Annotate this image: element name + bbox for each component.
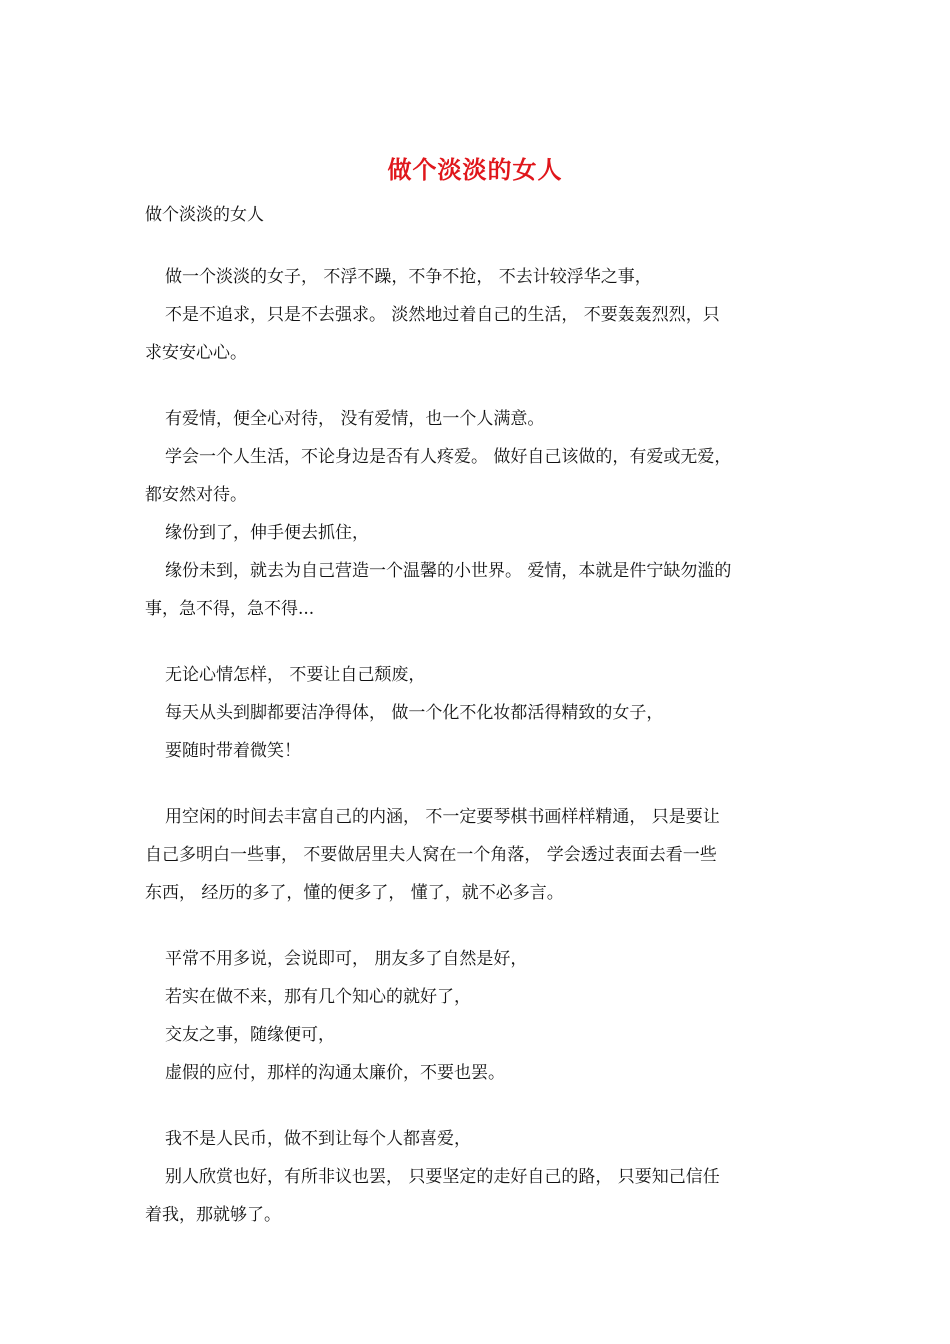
paragraph xyxy=(145,798,810,912)
text-line: 东西， 经历的多了，懂的便多了， 懂了，就不必多言。 xyxy=(145,883,564,903)
paragraph xyxy=(145,258,810,372)
text-line: 不是不追求，只是不去强求。 淡然地过着自己的生活， 不要轰轰烈烈，只 xyxy=(165,305,720,325)
document-title: 做个淡淡的女人 xyxy=(387,155,563,184)
text-line: 每天从头到脚都要洁净得体， 做一个化不化妆都活得精致的女子， xyxy=(165,703,664,723)
document-subtitle: 做个淡淡的女人 xyxy=(145,205,264,225)
text-line: 自己多明白一些事， 不要做居里夫人窝在一个角落， 学会透过表面去看一些 xyxy=(145,845,717,865)
text-line: 做一个淡淡的女子， 不浮不躁，不争不抢， 不去计较浮华之事， xyxy=(165,267,652,287)
text-line: 无论心情怎样， 不要让自己颓废， xyxy=(165,665,426,685)
paragraph xyxy=(145,940,810,1092)
text-line: 事，急不得，急不得... xyxy=(145,599,315,619)
text-line: 虚假的应付，那样的沟通太廉价，不要也罢。 xyxy=(165,1063,505,1083)
paragraph xyxy=(145,656,810,770)
text-line: 若实在做不来，那有几个知心的就好了， xyxy=(165,987,471,1007)
text-line: 有爱情，便全心对待， 没有爱情，也一个人满意。 xyxy=(165,409,545,429)
text-line: 着我，那就够了。 xyxy=(145,1205,281,1225)
text-line: 别人欣赏也好，有所非议也罢， 只要坚定的走好自己的路， 只要知己信任 xyxy=(165,1167,720,1187)
text-line: 要随时带着微笑！ xyxy=(165,741,301,761)
text-line: 学会一个人生活，不论身边是否有人疼爱。 做好自己该做的，有爱或无爱， xyxy=(165,447,732,467)
text-line: 我不是人民币，做不到让每个人都喜爱， xyxy=(165,1129,471,1149)
text-line: 缘份到了，伸手便去抓住， xyxy=(165,523,369,543)
paragraph xyxy=(145,400,810,628)
text-line: 缘份未到，就去为自己营造一个温馨的小世界。 爱情，本就是件宁缺勿滥的 xyxy=(165,561,732,581)
text-line: 交友之事，随缘便可， xyxy=(165,1025,335,1045)
paragraph xyxy=(145,1120,810,1234)
text-line: 都安然对待。 xyxy=(145,485,247,505)
text-line: 平常不用多说，会说即可， 朋友多了自然是好， xyxy=(165,949,528,969)
document-body xyxy=(145,258,810,1234)
text-line: 求安安心心。 xyxy=(145,343,247,363)
text-line: 用空闲的时间去丰富自己的内涵， 不一定要琴棋书画样样精通， 只是要让 xyxy=(165,807,720,827)
